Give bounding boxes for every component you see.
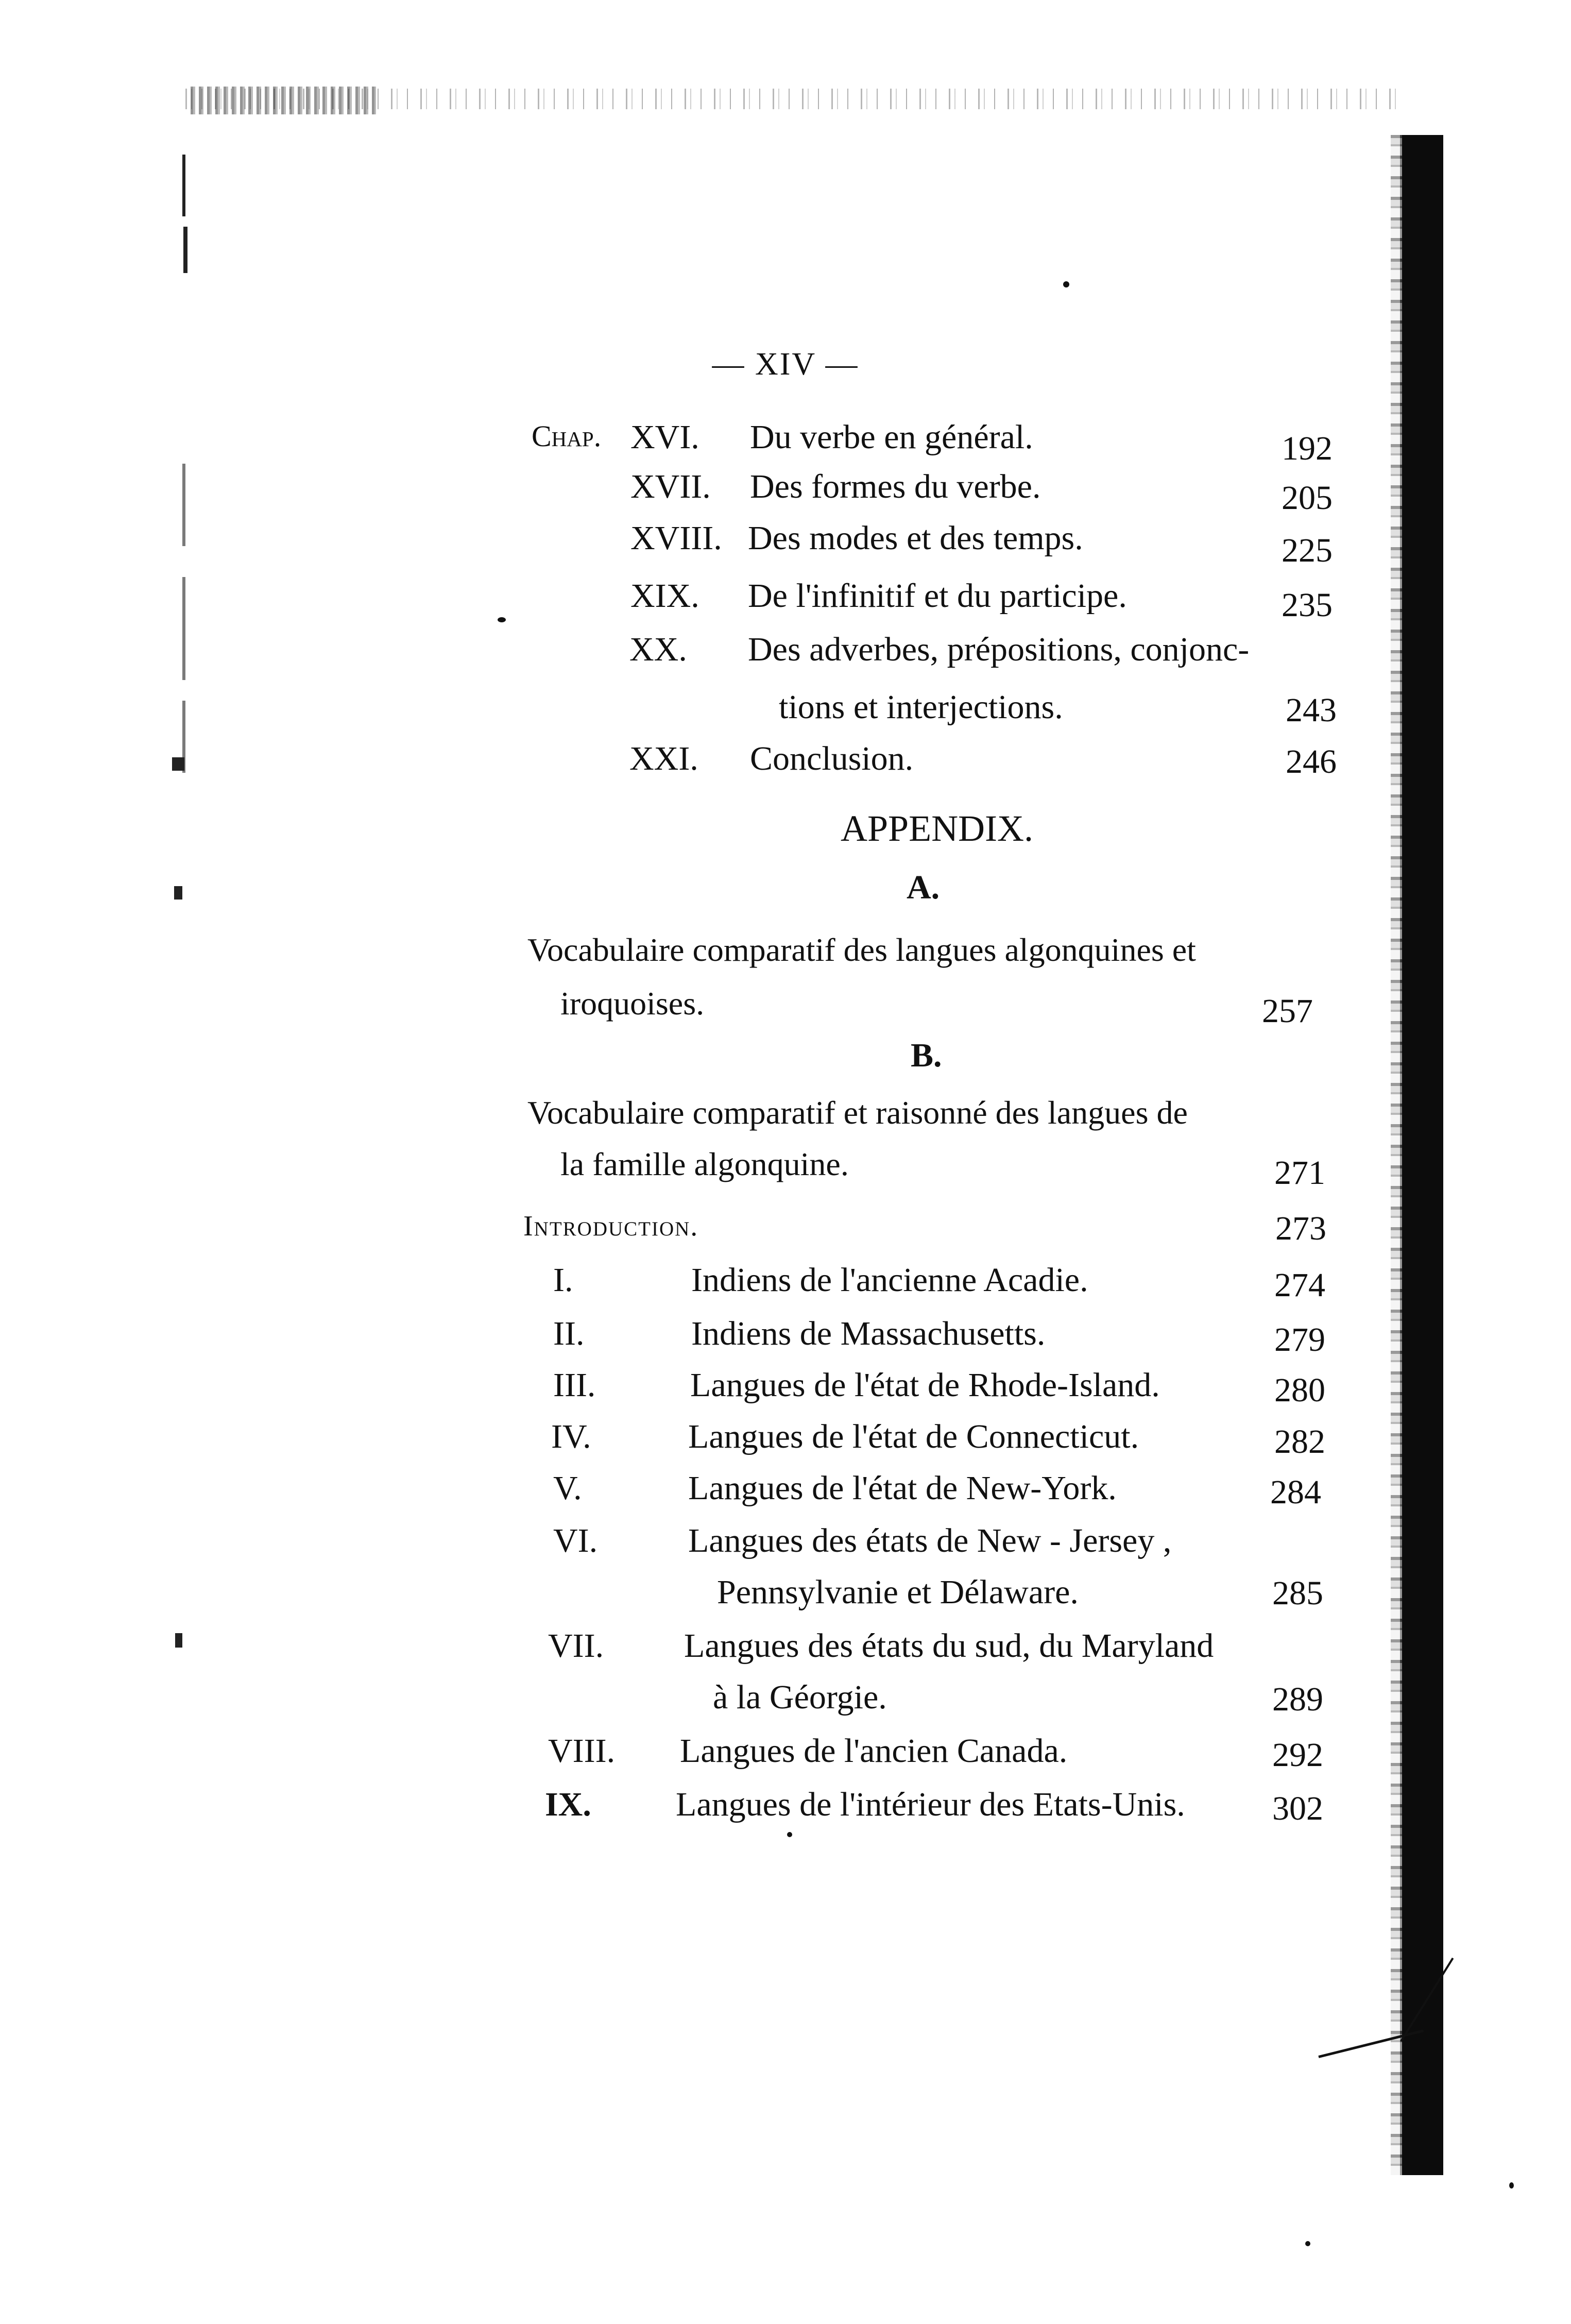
intro-page: 282 <box>1274 1423 1325 1461</box>
intro-number: VIII. <box>548 1732 616 1770</box>
intro-page: 274 <box>1274 1266 1325 1304</box>
chapter-number: XX. <box>629 631 687 668</box>
ink-dot <box>1509 2182 1514 2189</box>
chapter-title-cont: tions et interjections. <box>779 688 1063 726</box>
scan-mark <box>182 464 185 546</box>
section-page: 257 <box>1262 992 1313 1030</box>
intro-title: Langues de l'intérieur des Etats-Unis. <box>676 1786 1185 1823</box>
scan-mark <box>183 227 187 273</box>
intro-title: Indiens de Massachusetts. <box>691 1315 1046 1352</box>
intro-title-cont: Pennsylvanie et Délaware. <box>717 1573 1079 1611</box>
section-page: 271 <box>1274 1154 1325 1192</box>
intro-number: III. <box>553 1366 596 1404</box>
ink-dot <box>787 1832 792 1837</box>
chapter-number: XVI. <box>630 418 699 456</box>
scan-mark <box>182 577 185 680</box>
intro-title: Langues des états du sud, du Maryland <box>684 1627 1214 1665</box>
chapter-title: Des formes du verbe. <box>750 468 1041 505</box>
intro-title: Langues de l'ancien Canada. <box>680 1732 1068 1770</box>
page-number: — XIV — <box>712 347 859 382</box>
chapter-number: XXI. <box>629 740 698 777</box>
section-text: Vocabulaire comparatif et raisonné des langues de <box>527 1094 1188 1131</box>
introduction-label: Introduction. <box>523 1210 699 1242</box>
chapter-title: De l'infinitif et du participe. <box>748 577 1127 615</box>
scan-mark <box>172 757 184 771</box>
intro-title: Langues des états de New - Jersey , <box>688 1522 1172 1559</box>
scan-edge-noise-left <box>191 87 376 114</box>
chapter-page: 192 <box>1282 430 1333 467</box>
intro-title-cont: à la Géorgie. <box>713 1678 887 1716</box>
chapter-title: Des adverbes, prépositions, conjonc- <box>748 631 1250 668</box>
chapter-number: XVII. <box>630 468 711 505</box>
ink-dot <box>498 617 506 622</box>
binding-shadow <box>1400 135 1443 2175</box>
chapter-page: 235 <box>1282 586 1333 624</box>
chapter-title: Du verbe en général. <box>750 418 1033 456</box>
intro-page: 280 <box>1274 1371 1325 1409</box>
chapter-title: Des modes et des temps. <box>748 519 1083 557</box>
chapter-number: XIX. <box>630 577 699 615</box>
intro-page: 302 <box>1272 1790 1323 1827</box>
intro-page: 292 <box>1272 1736 1323 1774</box>
chapter-title: Conclusion. <box>750 740 914 777</box>
intro-page: 279 <box>1274 1321 1325 1359</box>
section-text-cont: la famille algonquine. <box>560 1146 849 1182</box>
intro-title: Langues de l'état de New-York. <box>688 1469 1117 1507</box>
intro-number: IX. <box>545 1786 591 1823</box>
chap-label: Chap. <box>532 419 602 453</box>
intro-number: I. <box>553 1261 573 1299</box>
chapter-page: 225 <box>1282 532 1333 569</box>
intro-title: Langues de l'état de Connecticut. <box>688 1418 1139 1455</box>
section-text: Vocabulaire comparatif des langues algonquines et <box>527 931 1196 968</box>
scan-mark <box>182 155 185 216</box>
intro-title: Indiens de l'ancienne Acadie. <box>691 1261 1088 1299</box>
introduction-page: 273 <box>1275 1210 1326 1247</box>
chapter-page: 246 <box>1286 743 1337 781</box>
intro-title: Langues de l'état de Rhode-Island. <box>690 1366 1160 1404</box>
intro-number: VI. <box>553 1522 598 1559</box>
section-letter: B. <box>911 1037 942 1074</box>
scan-mark <box>175 1633 182 1648</box>
section-text-cont: iroquoises. <box>560 985 705 1022</box>
intro-number: VII. <box>548 1627 604 1665</box>
intro-number: V. <box>553 1469 582 1507</box>
intro-number: IV. <box>551 1418 591 1455</box>
ink-dot <box>1063 281 1069 287</box>
intro-page: 289 <box>1272 1681 1323 1718</box>
intro-page: 284 <box>1270 1473 1321 1511</box>
ink-dot <box>1305 2241 1310 2246</box>
binding-shadow-edge <box>1391 135 1402 2175</box>
scan-mark <box>174 886 182 900</box>
section-letter: A. <box>907 869 940 906</box>
appendix-heading: APPENDIX. <box>841 808 1034 849</box>
chapter-number: XVIII. <box>630 519 722 557</box>
chapter-page: 205 <box>1282 479 1333 517</box>
chapter-page: 243 <box>1286 691 1337 729</box>
intro-number: II. <box>553 1315 585 1352</box>
intro-page: 285 <box>1272 1574 1323 1612</box>
